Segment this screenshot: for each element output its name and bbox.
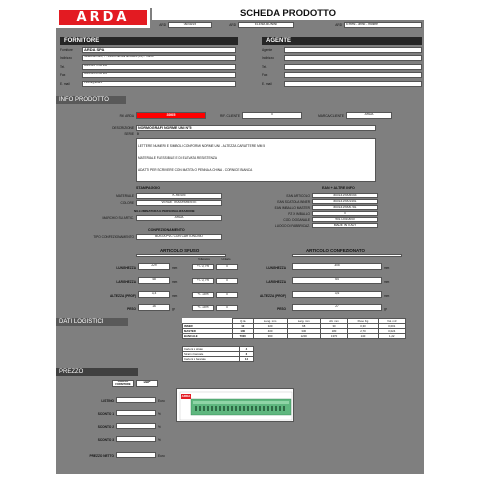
logistics-table [182,318,406,339]
serie-value: 0 [137,132,139,136]
agente-indirizzo-field [284,55,422,61]
prezzo-netto-unit: Euro [158,454,165,458]
fornitore-name: ARDA SPA [82,47,236,53]
sfuso-peso-unit: gr [172,307,175,311]
fornitore-address: Strada del Fanti, 7 - 35019 Piazzola del Bosco (VR) - ITALIA [82,55,236,61]
table-cell: 180 [320,329,348,334]
arda-logo: ARDA [59,10,147,25]
conf-peso-value: 27 [292,304,382,311]
table-cell: 0,001 [378,324,405,329]
dati-logistici-header: DATI LOGISTICI [56,318,128,326]
table-row [183,357,254,362]
serie-label: SERIE [124,132,134,136]
agente-email-field [284,81,422,87]
table-cell: 7000 [233,334,254,339]
sfuso-underline [136,254,226,257]
conf-larghezza-value: 64 [292,277,382,284]
table-cell: Strati x bancale [183,352,240,357]
colore-value: VERDE TRASPARENTE [136,200,222,206]
fax-label: Fax [60,73,66,77]
sfuso-altezza-value: 3,4 [138,291,170,298]
sfuso-larghezza-unit-val: 0 [216,278,238,284]
conf-larghezza-unit: mm [384,280,390,284]
table-cell: 100 [233,329,254,334]
ean-label-3: EAN IMBALLO MASTER [274,206,310,210]
table-cell: 1200 [287,334,320,339]
sconto1-field [116,410,156,416]
marca-label: MARCA/CLIENTE [318,114,344,118]
agente-header: AGENTE [262,37,422,45]
sfuso-larghezza-label: LARGHEZZA [116,280,136,284]
email-label: E. mail [60,82,70,86]
sfuso-lunghezza-value: 229 [138,263,170,270]
table-cell: 4 [239,347,253,352]
ean-value-3: 8001419000781 [312,205,378,210]
ean-title: EAN + ALTRE INFO [322,186,355,190]
table-cell: MASTER [183,329,233,334]
conf-peso-label: PESO [277,307,286,311]
conf-larghezza-label: LARGHEZZA [266,280,286,284]
conf-altezza-value: 3,6 [292,291,382,298]
meta-label-3: ARD [335,23,342,27]
sconto1-unit: % [158,412,161,416]
sfuso-peso-label: PESO [127,307,136,311]
ean-value-1: 8001419005054 [312,193,378,198]
sfuso-larghezza-tol: +/- 0,7% [192,278,214,284]
table-cell: 1,22 [378,334,405,339]
sconto3-unit: % [158,438,161,442]
listino-field [116,397,156,403]
table-cell: 3 [239,352,253,357]
materiale-value: K-RESIN [136,193,222,199]
personalizzazione-title: NILLUMINATURA E PERSONALIZZAZIONE [134,209,195,213]
table-cell: 0,30 [348,324,378,329]
logo-area [56,8,150,28]
sfuso-title: ARTICOLO SFUSO [160,248,200,253]
product-photo [176,388,294,422]
info-prodotto-header: INFO PRODOTTO [56,96,126,104]
fornitore-label: Fornitore [60,48,73,52]
confezionato-underline [292,254,402,257]
meta-label-1: ARD [159,23,166,27]
rif-arda-value: 3005 [136,112,206,119]
sfuso-larghezza-unit: mm [172,280,178,284]
logistics-col-header: Vol. m3 [378,319,405,324]
table-cell: 2,70 [348,329,378,334]
conf-peso-unit: gr [384,307,387,311]
logistics-col-header: Peso Kg [348,319,378,324]
agente-fax-field [284,72,422,78]
sfuso-peso-value: 16 [138,304,170,311]
descrizione-value: NORMOGRAFI NORME UNI N°5 [136,125,376,131]
prezzo-tipo-label: PREZZO FORNITORE [112,380,134,387]
table-cell: INNER [183,324,233,329]
sfuso-altezza-unit: mm [172,294,178,298]
prezzo-netto-label: PREZZO NETTO [89,454,114,458]
sfuso-lunghezza-label: LUNGHEZZA [116,266,136,270]
fornitore-header: FORNITORE [60,37,238,45]
logistics-col-header: Lung. mm [253,319,287,324]
sfuso-altezza-tol: +/- 15% [192,292,214,298]
listino-unit: Euro [158,399,165,403]
descrizione-label: DESCRIZIONE [112,126,134,130]
product-photo-logo: ARDA [181,394,191,398]
table-cell: 330 [287,329,320,334]
tel-label: Tel. [60,65,65,69]
logistics-col-header: Larg. mm [287,319,320,324]
meta-author: ELENA BONINI [238,22,294,28]
confezionamento-title: CONFEZIONAMENTO [148,228,185,232]
stencil-ruler-icon [177,389,295,423]
conf-lunghezza-unit: mm [384,266,390,270]
agente-indirizzo-label: Indirizzo [262,56,274,60]
agente-tel-label: Tel. [262,65,267,69]
detail-line-2: MATERIALE FLESSIBILE E DI ELEVATA RESISTENZA [138,156,217,161]
agente-email-label: E. mail [262,82,272,86]
sconto2-label: SCONTO 2 [97,425,114,429]
sfuso-peso-unit-val: 0 [216,305,238,311]
tipo-label: TIPO CONFEZIONAMENTO [93,235,134,239]
sfuso-lunghezza-unit: mm [172,266,178,270]
marchio-value: ARDA [136,215,222,221]
agente-fax-label: Fax [262,73,268,77]
meta-validity: 6 mesi - anno - mostre [344,22,422,28]
table-cell: 14 [239,357,253,362]
table-cell: BANCALE [183,334,233,339]
colore-label: COLORE [120,201,134,205]
ean-label-2: EAN SCATOLA INNER [277,200,310,204]
table-cell: 140 [348,334,378,339]
ean-label-4: PZ X IMBALLO [288,212,310,216]
meta-date: 06/08/19 [168,22,212,28]
logistics-col-header: Alt. mm [320,319,348,324]
agente-field [284,47,422,53]
sconto2-unit: % [158,425,161,429]
rif-cliente-label: RIF. CLIENTE [219,114,240,118]
prezzo-tipo-value: DDP [136,380,158,387]
tipo-value: BUSTA PVC CON CARTONCINO [136,234,222,240]
table-cell: 1370 [320,334,348,339]
fornitore-email: c.kivtra@arda.it [82,81,236,87]
conf-altezza-unit: mm [384,294,390,298]
prezzo-netto-field [116,452,156,458]
table-cell: 10 [233,324,254,329]
confezionato-title: ARTICOLO CONFEZIONATO [306,248,365,253]
table-cell: Cartoni x bancale [183,357,240,362]
table-row [183,334,406,339]
agente-tel-field [284,64,422,70]
sfuso-lunghezza-unit-val: 0 [216,264,238,270]
agente-label: Agente [262,48,273,52]
details-box [136,138,376,182]
table-cell: Cartoni x strato [183,347,240,352]
table-cell: 0,024 [378,329,405,334]
table-cell: 30 [320,324,348,329]
sconto2-field [116,423,156,429]
ean-label-6: LUOGO DI FABBRICAZ. [274,224,310,228]
sfuso-peso-tol: +/- 15% [192,305,214,311]
sconto1-label: SCONTO 1 [97,412,114,416]
marchio-label: MARCHIO SU ARTIC. [102,216,134,220]
sfuso-larghezza-value: 48 [138,277,170,284]
indirizzo-label: Indirizzo [60,56,72,60]
conf-altezza-label: ALTEZZA (PROF) [259,294,286,298]
sfuso-altezza-label: ALTEZZA (PROF) [109,294,136,298]
logistics-col-header: Q.tà [233,319,254,324]
tolleranze-header: Tolleranze [198,258,210,261]
ean-value-5: 90172010000 [312,217,378,222]
unitario-header: Unitario [221,258,231,261]
table-cell: 960 [253,334,287,339]
product-sheet [56,8,424,474]
prezzo-header: PREZZO [56,368,138,376]
rif-arda-label: Rif. ARDA [119,114,134,118]
sconto3-label: SCONTO 3 [97,438,114,442]
fornitore-tel: 0049 644 75 00 316 [82,64,236,70]
ean-value-2: 8001419001451 [312,199,378,204]
meta-label-2: ARD [229,23,236,27]
listino-label: LISTINO [101,399,114,403]
table-cell: 400 [253,329,287,334]
pallet-table [182,346,254,362]
page-title: SCHEDA PRODOTTO [152,8,424,20]
sfuso-altezza-unit-val: 0 [216,292,238,298]
stampaggio-title: STAMPAGGIO [136,186,161,190]
ean-label-1: EAN ARTICOLO [286,194,310,198]
marca-value: ARDA [346,112,392,119]
ean-value-4: 0 [312,211,378,216]
table-cell: 68 [287,324,320,329]
fornitore-fax: 0039 045 65 00 325 [82,72,236,78]
sfuso-lunghezza-tol: +/- 0,7% [192,264,214,270]
detail-line-1: LETTERE NUMERI E SIMBOLI CONFORMI NORME UNI - ALTEZZA CARATTERE MM 5 [138,144,266,149]
conf-lunghezza-label: LUNGHEZZA [266,266,286,270]
conf-lunghezza-value: 305 [292,263,382,270]
sconto3-field [116,436,156,442]
detail-line-3: ADATTI PER SCRIVERE CON MATITA O PENNA A CHINA - CORNICE BIANCA [138,167,253,172]
materiale-label: MATERIALE [116,194,134,198]
table-cell: 320 [253,324,287,329]
rif-cliente-value: 0 [242,112,302,119]
ean-value-6: MADE IN ITALY [312,223,378,228]
ean-label-5: COD. DOGANALE [283,218,310,222]
